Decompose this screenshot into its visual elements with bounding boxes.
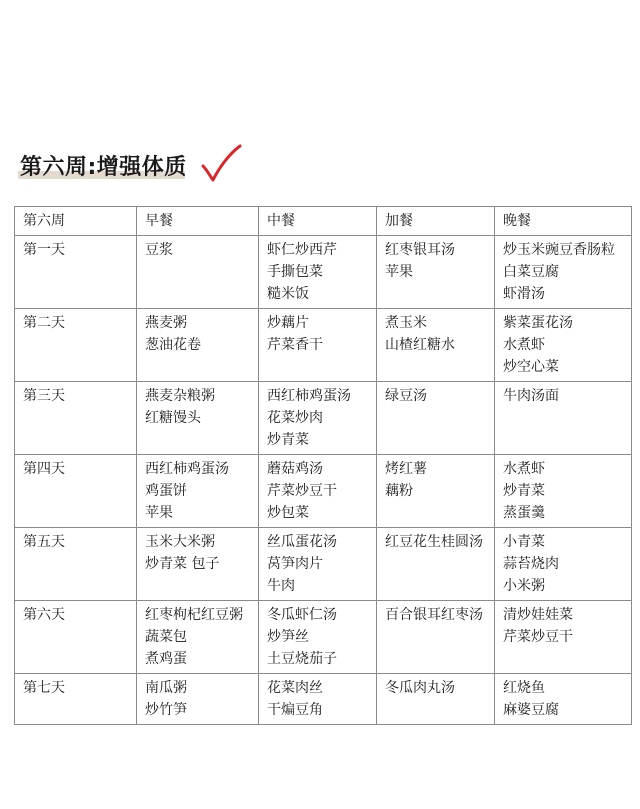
header-dinner: 晚餐 — [495, 207, 632, 236]
day-cell: 第四天 — [15, 455, 137, 528]
lunch-item: 土豆烧茄子 — [267, 651, 337, 667]
dinner-item: 小米粥 — [503, 578, 545, 594]
breakfast-item: 玉米大米粥 — [145, 534, 215, 550]
dinner-item: 炒空心菜 — [503, 359, 559, 375]
snack-item: 红豆花生桂圆汤 — [385, 534, 483, 550]
breakfast-item: 煮鸡蛋 — [145, 651, 187, 667]
breakfast-item: 南瓜粥 — [145, 680, 187, 696]
breakfast-item: 炒竹笋 — [145, 702, 187, 718]
breakfast-cell — [137, 382, 259, 455]
table-body — [15, 236, 632, 725]
snack-cell — [377, 601, 495, 674]
lunch-item: 蘑菇鸡汤 — [267, 461, 323, 477]
header-breakfast: 早餐 — [137, 207, 259, 236]
snack-cell — [377, 382, 495, 455]
table-row — [15, 674, 632, 725]
dinner-item: 红烧鱼 — [503, 680, 545, 696]
page-title-text: 第六周:增强体质 — [20, 154, 187, 180]
breakfast-item: 豆浆 — [145, 242, 173, 258]
dinner-item: 炒青菜 — [503, 483, 545, 499]
breakfast-item: 苹果 — [145, 505, 173, 521]
breakfast-cell — [137, 309, 259, 382]
dinner-item: 白菜豆腐 — [503, 264, 559, 280]
snack-item: 煮玉米 — [385, 315, 427, 331]
table-row — [15, 382, 632, 455]
lunch-cell — [259, 674, 377, 725]
snack-item: 绿豆汤 — [385, 388, 427, 404]
snack-item: 烤红薯 — [385, 461, 427, 477]
lunch-item: 糙米饭 — [267, 286, 309, 302]
dinner-item: 蒸蛋羹 — [503, 505, 545, 521]
breakfast-cell — [137, 601, 259, 674]
dinner-cell — [495, 236, 632, 309]
header-week: 第六周 — [15, 207, 137, 236]
breakfast-item: 西红柿鸡蛋汤 — [145, 461, 229, 477]
dinner-item: 蒜苔烧肉 — [503, 556, 559, 572]
lunch-item: 牛肉 — [267, 578, 295, 594]
table-row — [15, 455, 632, 528]
dinner-cell — [495, 601, 632, 674]
lunch-cell — [259, 236, 377, 309]
lunch-item: 炒包菜 — [267, 505, 309, 521]
breakfast-item: 燕麦杂粮粥 — [145, 388, 215, 404]
dinner-item: 小青菜 — [503, 534, 545, 550]
snack-item: 山楂红糖水 — [385, 337, 455, 353]
dinner-item: 芹菜炒豆干 — [503, 629, 573, 645]
dinner-item: 水煮虾 — [503, 337, 545, 353]
table-row — [15, 528, 632, 601]
breakfast-item: 鸡蛋饼 — [145, 483, 187, 499]
breakfast-item: 蔬菜包 — [145, 629, 187, 645]
day-cell: 第三天 — [15, 382, 137, 455]
snack-cell — [377, 528, 495, 601]
lunch-cell — [259, 601, 377, 674]
dinner-item: 牛肉汤面 — [503, 388, 559, 404]
snack-cell — [377, 674, 495, 725]
dinner-item: 炒玉米豌豆香肠粒 — [503, 242, 615, 258]
table-row — [15, 309, 632, 382]
title-block — [20, 148, 243, 184]
day-cell: 第二天 — [15, 309, 137, 382]
lunch-item: 炒藕片 — [267, 315, 309, 331]
lunch-item: 花菜肉丝 — [267, 680, 323, 696]
day-cell: 第五天 — [15, 528, 137, 601]
lunch-cell — [259, 455, 377, 528]
dinner-cell — [495, 455, 632, 528]
page-title — [20, 150, 187, 183]
table-row — [15, 601, 632, 674]
dinner-cell — [495, 674, 632, 725]
breakfast-item: 葱油花卷 — [145, 337, 201, 353]
lunch-cell — [259, 382, 377, 455]
breakfast-item: 燕麦粥 — [145, 315, 187, 331]
dinner-item: 虾滑汤 — [503, 286, 545, 302]
header-snack: 加餐 — [377, 207, 495, 236]
breakfast-item: 红糖馒头 — [145, 410, 201, 426]
day-cell: 第一天 — [15, 236, 137, 309]
header-lunch: 中餐 — [259, 207, 377, 236]
dinner-item: 清炒娃娃菜 — [503, 607, 573, 623]
lunch-item: 莴笋肉片 — [267, 556, 323, 572]
table-row — [15, 236, 632, 309]
lunch-cell — [259, 528, 377, 601]
snack-item: 百合银耳红枣汤 — [385, 607, 483, 623]
lunch-item: 芹菜香干 — [267, 337, 323, 353]
snack-cell — [377, 236, 495, 309]
breakfast-item: 炒青菜 包子 — [145, 556, 220, 572]
lunch-item: 冬瓜虾仁汤 — [267, 607, 337, 623]
snack-cell — [377, 309, 495, 382]
lunch-item: 芹菜炒豆干 — [267, 483, 337, 499]
lunch-item: 干煸豆角 — [267, 702, 323, 718]
breakfast-cell — [137, 674, 259, 725]
lunch-cell — [259, 309, 377, 382]
breakfast-cell — [137, 455, 259, 528]
breakfast-cell — [137, 236, 259, 309]
lunch-item: 炒青菜 — [267, 432, 309, 448]
snack-item: 红枣银耳汤 — [385, 242, 455, 258]
snack-cell — [377, 455, 495, 528]
snack-item: 苹果 — [385, 264, 413, 280]
lunch-item: 手撕包菜 — [267, 264, 323, 280]
breakfast-cell — [137, 528, 259, 601]
meal-plan-table — [14, 206, 632, 725]
dinner-cell — [495, 382, 632, 455]
table-header-row — [15, 207, 632, 236]
snack-item: 藕粉 — [385, 483, 413, 499]
dinner-item: 麻婆豆腐 — [503, 702, 559, 718]
checkmark-icon — [199, 144, 243, 184]
lunch-item: 炒笋丝 — [267, 629, 309, 645]
dinner-cell — [495, 309, 632, 382]
lunch-item: 虾仁炒西芹 — [267, 242, 337, 258]
dinner-cell — [495, 528, 632, 601]
lunch-item: 丝瓜蛋花汤 — [267, 534, 337, 550]
day-cell: 第六天 — [15, 601, 137, 674]
snack-item: 冬瓜肉丸汤 — [385, 680, 455, 696]
lunch-item: 西红柿鸡蛋汤 — [267, 388, 351, 404]
dinner-item: 水煮虾 — [503, 461, 545, 477]
dinner-item: 紫菜蛋花汤 — [503, 315, 573, 331]
day-cell: 第七天 — [15, 674, 137, 725]
lunch-item: 花菜炒肉 — [267, 410, 323, 426]
breakfast-item: 红枣枸杞红豆粥 — [145, 607, 243, 623]
